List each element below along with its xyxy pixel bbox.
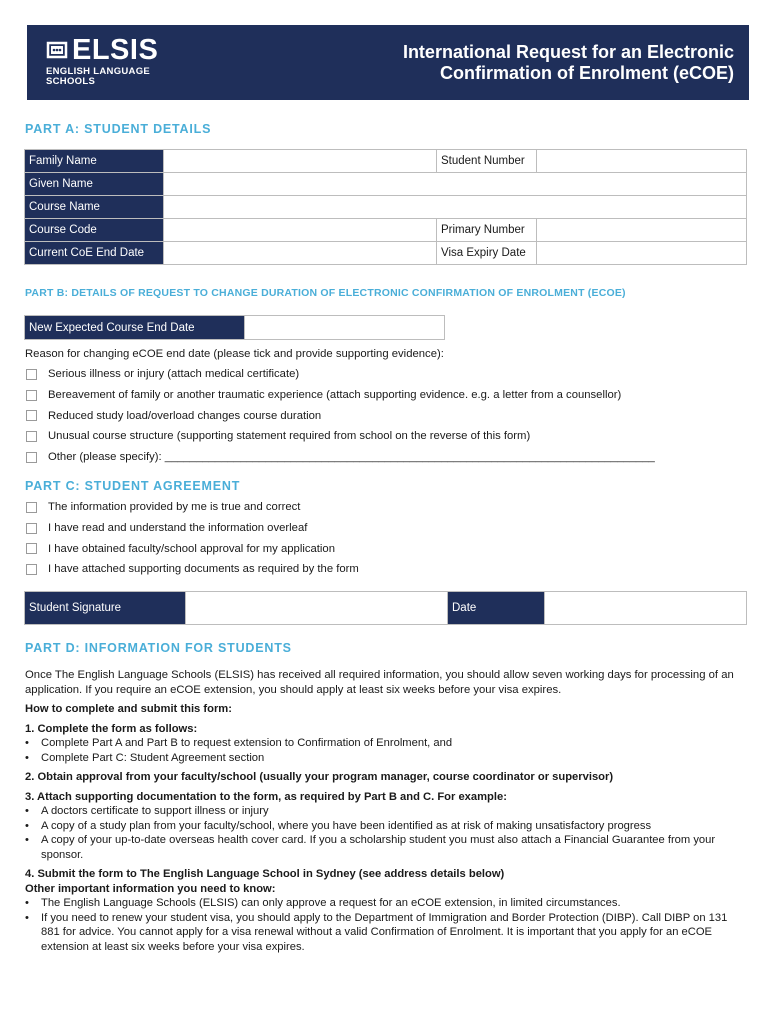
agreement-label: I have obtained faculty/school approval for my application <box>48 542 335 555</box>
reason-checkbox[interactable] <box>26 410 37 421</box>
agreement-label: I have attached supporting documents as required by the form <box>48 563 359 576</box>
agreement-checkbox[interactable] <box>26 523 37 534</box>
header-banner <box>27 25 749 100</box>
other-info-bullet: • If you need to renew your student visa, you should apply to the Department of Immigration and Border Protection (DIBP). Call DIBP on 131 881 for advice. You cannot apply for a visa renewal without a valid Confirmation of Enrolment. It is important that you apply for an eCOE extension at least six weeks before your visa expires. <box>25 911 747 955</box>
part-a-title: PART A: STUDENT DETAILS <box>25 122 212 136</box>
reason-label: Bereavement of family or another traumatic experience (attach supporting evidence. e.g. a letter from a counsellor) <box>48 389 622 402</box>
course-name-field[interactable] <box>164 196 747 219</box>
other-info-bullet: • The English Language Schools (ELSIS) can only approve a request for an eCOE extension, in limited circumstances. <box>25 896 747 911</box>
reason-checkbox[interactable] <box>26 452 37 463</box>
part-c-title: PART C: STUDENT AGREEMENT <box>25 479 241 493</box>
reason-label: Serious illness or injury (attach medical certificate) <box>48 368 300 381</box>
agreement-label: I have read and understand the information overleaf <box>48 522 308 535</box>
course-code-field[interactable] <box>164 219 437 242</box>
new-end-date-label: New Expected Course End Date <box>25 316 245 340</box>
reason-item <box>25 364 747 385</box>
step-3-bullet: • A doctors certificate to support illness or injury <box>25 804 747 819</box>
reason-item <box>25 447 747 468</box>
coe-end-date-label: Current CoE End Date <box>25 242 164 265</box>
reason-item <box>25 385 747 406</box>
reason-item <box>25 426 747 447</box>
coe-end-date-field[interactable] <box>164 242 437 265</box>
reason-item <box>25 405 747 426</box>
agreement-item <box>25 538 747 559</box>
reason-label: Unusual course structure (supporting statement required from school on the reverse of this form) <box>48 430 531 443</box>
signature-field[interactable] <box>186 592 448 625</box>
agreement-checkbox[interactable] <box>26 543 37 554</box>
family-name-field[interactable] <box>164 150 437 173</box>
primary-number-field[interactable] <box>537 219 747 242</box>
date-label: Date <box>448 592 545 625</box>
agreement-checkbox[interactable] <box>26 564 37 575</box>
reason-label: Other (please specify): ______________________________________________________________________________ <box>48 451 655 464</box>
form-title-line2: Confirmation of Enrolment (eCOE) <box>440 63 734 83</box>
agreement-label: The information provided by me is true and correct <box>48 501 301 514</box>
intro-paragraph: Once The English Language Schools (ELSIS) has received all required information, you should allow seven working days for processing of an application. If you require an eCOE extension, you should apply at least six weeks before your visa expires. <box>25 669 734 696</box>
course-name-label: Course Name <box>25 196 164 219</box>
student-number-field[interactable] <box>537 150 747 173</box>
form-title <box>403 42 734 84</box>
given-name-field[interactable] <box>164 173 747 196</box>
signature-label: Student Signature <box>25 592 186 625</box>
instructions <box>25 702 747 954</box>
reason-checkbox[interactable] <box>26 369 37 380</box>
agreement-checklist <box>25 497 747 580</box>
reason-label: Reduced study load/overload changes course duration <box>48 409 322 422</box>
given-name-label: Given Name <box>25 173 164 196</box>
course-code-label: Course Code <box>25 219 164 242</box>
new-end-date-field[interactable] <box>245 316 445 340</box>
step-4: 4. Submit the form to The English Language School in Sydney (see address details below) <box>25 868 505 880</box>
logo-subtitle: ENGLISH LANGUAGE SCHOOLS <box>46 66 151 87</box>
step-2: 2. Obtain approval from your faculty/school (usually your program manager, course coordinator or supervisor) <box>25 771 614 783</box>
family-name-label: Family Name <box>25 150 164 173</box>
step-1-bullet: • Complete Part C: Student Agreement section <box>25 751 747 766</box>
logo-mark-icon <box>46 39 68 61</box>
reason-checkbox[interactable] <box>26 431 37 442</box>
signature-table <box>24 591 747 625</box>
step-1-bullet: • Complete Part A and Part B to request extension to Confirmation of Enrolment, and <box>25 736 747 751</box>
agreement-checkbox[interactable] <box>26 502 37 513</box>
reason-checkbox[interactable] <box>26 390 37 401</box>
other-info-heading: Other important information you need to know: <box>25 882 276 895</box>
student-number-label: Student Number <box>437 150 537 173</box>
form-title-line1: International Request for an Electronic <box>402 42 734 62</box>
student-details-table <box>24 149 747 265</box>
new-end-date-table <box>24 315 445 340</box>
step-3-bullet: • A copy of your up-to-date overseas health cover card. If you a scholarship student you must also attach a Financial Guarantee from your sponsor. <box>25 833 747 862</box>
date-field[interactable] <box>545 592 747 625</box>
reason-checklist <box>25 364 747 467</box>
step-3-bullet: • A copy of a study plan from your faculty/school, where you have been identified as at risk of making unsatisfactory progress <box>25 819 747 834</box>
step-3: 3. Attach supporting documentation to the form, as required by Part B and C. For example: <box>25 790 507 803</box>
visa-expiry-label: Visa Expiry Date <box>437 242 537 265</box>
reason-prompt: Reason for changing eCOE end date (please tick and provide supporting evidence): <box>25 348 444 360</box>
agreement-item <box>25 497 747 518</box>
primary-number-label: Primary Number <box>437 219 537 242</box>
logo-wordmark: ELSIS <box>72 34 159 66</box>
agreement-item <box>25 559 747 580</box>
step-1: 1. Complete the form as follows: <box>25 722 198 735</box>
agreement-item <box>25 518 747 539</box>
how-to-heading: How to complete and submit this form: <box>25 703 232 715</box>
part-d-title: PART D: INFORMATION FOR STUDENTS <box>25 641 292 655</box>
visa-expiry-field[interactable] <box>537 242 747 265</box>
part-b-title: PART B: DETAILS OF REQUEST TO CHANGE DURATION OF ELECTRONIC CONFIRMATION OF ENROLMENT (ECOE) <box>25 287 626 299</box>
